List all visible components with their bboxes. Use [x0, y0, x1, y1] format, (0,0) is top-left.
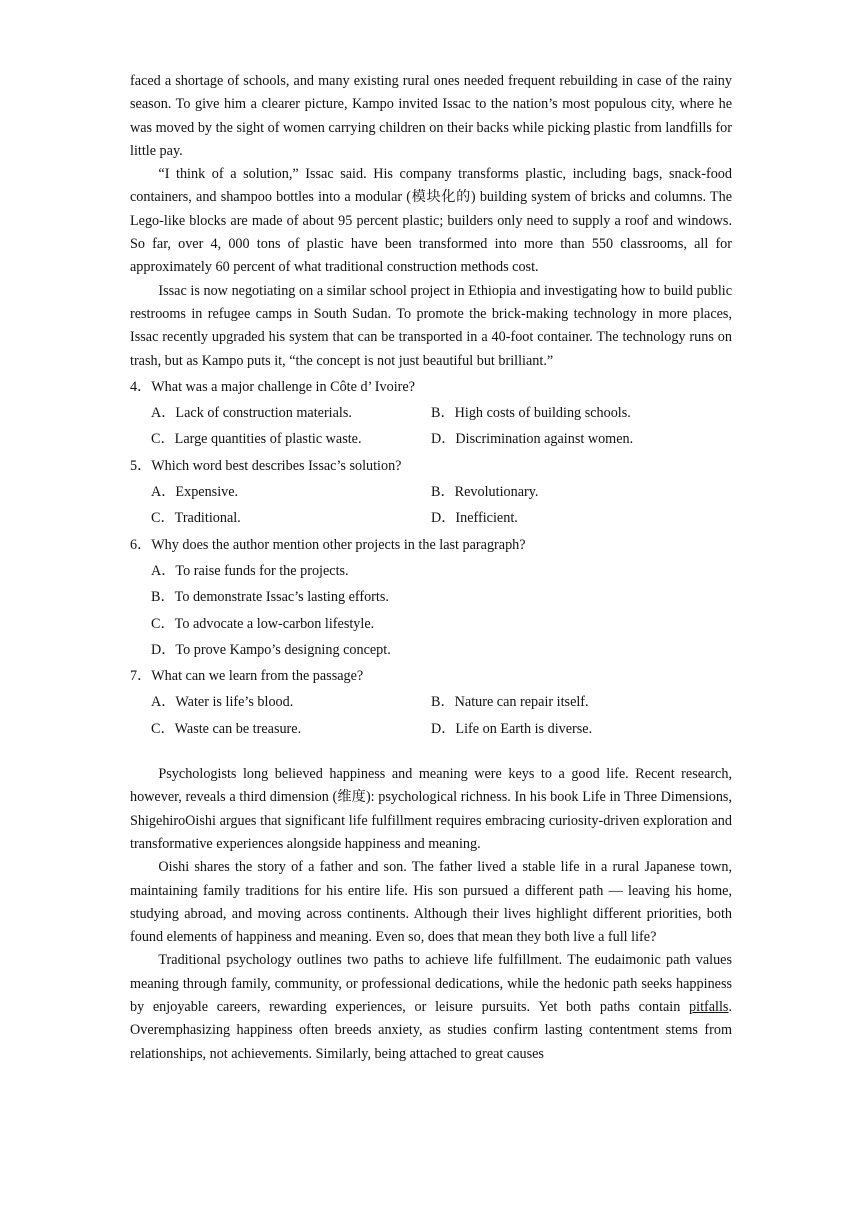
paragraph: Psychologists long believed happiness and meaning were keys to a good life. Recent research, however, reveals a third dimension (维度): psychological richness. In his book Life in Three Dimensions, ShigehiroOishi argues that significant life fulfillment requires embracing curiosity-driven exploration and transformative experiences alongside happiness and meaning.: [130, 766, 732, 852]
option-c: C．Large quantities of plastic waste.: [151, 431, 362, 448]
paragraph: Oishi shares the story of a father and son. The father lived a stable life in a rural Japanese town, maintaining family traditions for his entire life. His son pursued a different path — leaving his home, studying abroad, and moving across continents. Although their lives highlight different priorities, both found elements of happiness and meaning. Even so, does that mean they both live a full life?: [130, 859, 732, 946]
option-a: A．Expensive.: [151, 484, 239, 501]
paragraph: faced a shortage of schools, and many existing rural ones needed frequent rebuilding in case of the rainy season. To give him a clearer picture, Kampo invited Issac to the nation’s most populous city, where he was moved by the sight of women carrying children on their backs while picking plastic from landfills for little pay.: [130, 73, 732, 159]
option-c: C．Traditional.: [151, 510, 241, 527]
options: [130, 400, 732, 453]
passage-1: [130, 70, 732, 373]
option-b: B．Revolutionary.: [431, 484, 539, 501]
option-a: A．Lack of construction materials.: [151, 405, 352, 422]
document-page: [130, 70, 732, 1066]
option-a: A．Water is life’s blood.: [151, 694, 294, 711]
question-stem: 7．What can we learn from the passage?: [130, 668, 364, 685]
question-stem: 6．Why does the author mention other projects in the last paragraph?: [130, 536, 526, 553]
option-b: B．To demonstrate Issac’s lasting efforts.: [151, 589, 389, 606]
question-5: [130, 453, 732, 532]
option-d: D．Inefficient.: [431, 510, 518, 527]
option-c: C．Waste can be treasure.: [151, 720, 302, 737]
options: [130, 689, 732, 742]
option-d: D．To prove Kampo’s designing concept.: [151, 641, 391, 658]
passage-2: [130, 763, 732, 1066]
option-c: C．To advocate a low-carbon lifestyle.: [151, 615, 375, 632]
question-stem: 5．Which word best describes Issac’s solution?: [130, 457, 402, 474]
paragraph: “I think of a solution,” Issac said. His company transforms plastic, including bags, snack-food containers, and shampoo bottles into a modular (模块化的) building system of bricks and columns. The Lego-like blocks are made of about 95 percent plastic; builders only need to supply a roof and windows. So far, over 4, 000 tons of plastic have been transformed into more than 550 classrooms, all for approximately 60 percent of what traditional construction methods cost.: [130, 166, 732, 276]
underlined-word: pitfalls: [689, 998, 729, 1015]
paragraph-text: Traditional psychology outlines two paths to achieve life fulfillment. The eudaimonic path values meaning through family, community, or professional dedications, while the hedonic path seeks happiness by enjoyable careers, rewarding experiences, or leisure pursuits. Yet both paths contain: [130, 952, 732, 1015]
option-d: D．Life on Earth is diverse.: [431, 720, 593, 737]
question-7: [130, 663, 732, 742]
question-list: [130, 374, 732, 742]
paragraph: [130, 949, 732, 1065]
option-b: B．Nature can repair itself.: [431, 694, 589, 711]
question-stem: 4．What was a major challenge in Côte d’ Ivoire?: [130, 378, 415, 395]
option-a: A．To raise funds for the projects.: [151, 562, 349, 579]
option-d: D．Discrimination against women.: [431, 431, 634, 448]
options: [130, 558, 732, 663]
question-4: [130, 374, 732, 453]
options: [130, 479, 732, 532]
paragraph: Issac is now negotiating on a similar school project in Ethiopia and investigating how to build public restrooms in refugee camps in South Sudan. To promote the brick-making technology in more places, Issac recently upgraded his system that can be transported in a 40-foot container. The technology runs on trash, but as Kampo puts it, “the concept is not just beautiful but brilliant.”: [130, 282, 732, 369]
question-6: [130, 532, 732, 663]
paragraph-text: . Overemphasizing happiness often breeds anxiety, as studies confirm lasting contentment stems from relationships, not achievements. Similarly, being attached to great causes: [130, 998, 732, 1062]
option-b: B．High costs of building schools.: [431, 405, 631, 422]
